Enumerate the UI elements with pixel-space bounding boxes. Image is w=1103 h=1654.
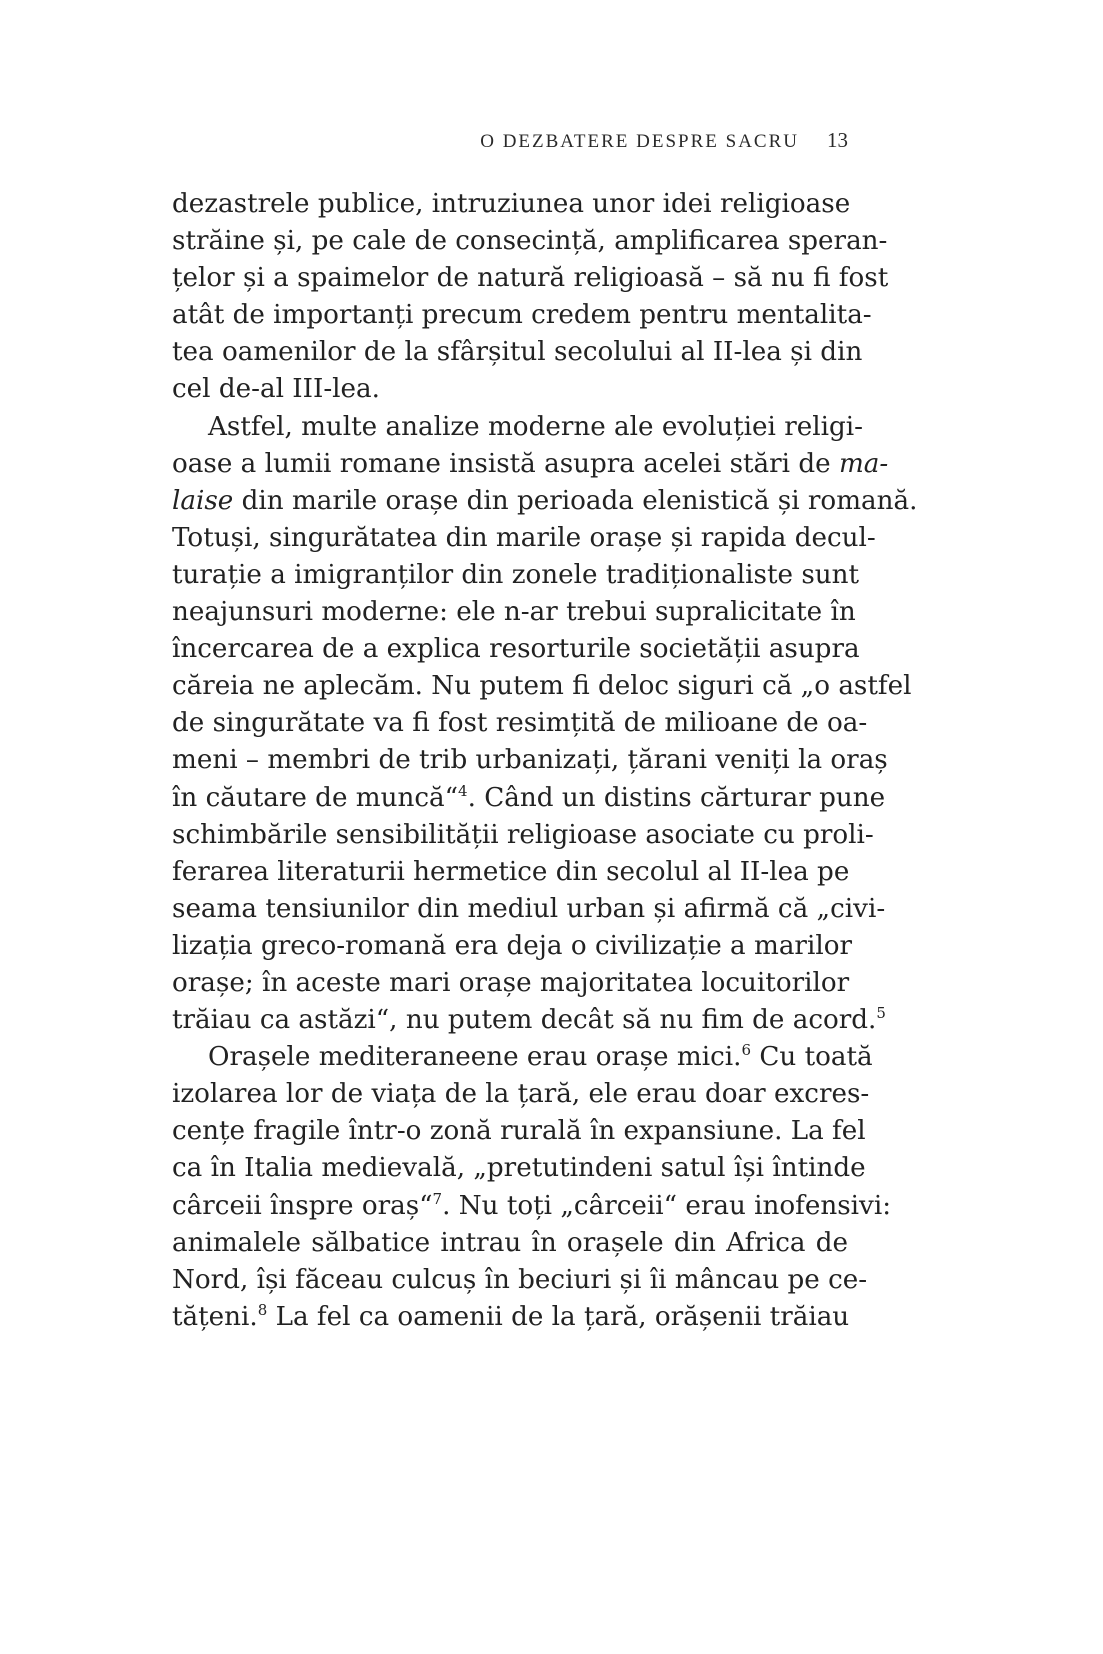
text-line: ferarea literaturii hermetice din secolul al II-lea pe	[172, 856, 850, 887]
text-segment: La fel ca oamenii de la țară, orășenii trăiau	[267, 1301, 850, 1332]
footnote-ref[interactable]: 8	[257, 1300, 268, 1319]
text-line: ca în Italia medievală, „pretutindeni satul își întinde	[172, 1153, 866, 1184]
text-line	[172, 446, 889, 483]
text-line	[172, 1299, 848, 1336]
text-line: străine și, pe cale de consecință, amplificarea speran-	[172, 226, 888, 257]
paragraph-end-line	[172, 1002, 886, 1039]
footnote-ref[interactable]: 7	[432, 1189, 443, 1208]
text-line: orașe; în aceste mari orașe majoritatea locuitorilor	[172, 967, 850, 998]
text-line: încercarea de a explica resorturile societății asupra	[172, 634, 860, 665]
text-segment: . Când un distins cărturar pune	[467, 782, 886, 813]
body-text	[172, 186, 918, 1336]
running-title: O DEZBATERE DESPRE SACRU	[480, 131, 799, 152]
text-line: neajunsuri moderne: ele n-ar trebui supralicitate în	[172, 597, 856, 628]
text-segment: oase a lumii romane insistă asupra acelei stări de	[172, 448, 839, 479]
text-segment: trăiau ca astăzi“, nu putem decât să nu fim de acord.	[172, 1005, 877, 1036]
text-line: atât de importanți precum credem pentru mentalita-	[172, 300, 872, 331]
text-line: schimbările sensibilității religioase asociate cu proli-	[172, 819, 874, 850]
text-line: animalele sălbatice intrau în orașele din Africa de	[172, 1227, 848, 1258]
footnote-ref[interactable]: 4	[458, 781, 468, 800]
text-segment: din marile orașe din perioada elenistică și romană.	[233, 485, 918, 516]
text-segment: în căutare de muncă“	[172, 782, 459, 813]
italic-term: ma-	[838, 448, 889, 479]
text-line: meni – membri de trib urbanizați, țărani veniți la oraș	[172, 745, 888, 776]
text-line: țelor și a spaimelor de natură religioasă – să nu fi fost	[172, 263, 889, 294]
paragraph-start-line	[172, 1039, 873, 1076]
running-header	[172, 128, 848, 158]
text-line: Nord, își făceau culcuș în beciuri și îi mâncau pe ce-	[172, 1264, 868, 1295]
text-segment: tățeni.	[172, 1301, 258, 1332]
text-line: de singurătate va fi fost resimțită de milioane de oa-	[172, 708, 868, 739]
text-line: seama tensiunilor din mediul urban și afirmă că „civi-	[172, 893, 886, 924]
text-segment: . Nu toți „cârceii“ erau inofensivi:	[442, 1190, 892, 1221]
text-line	[172, 1188, 892, 1225]
italic-term: laise	[172, 485, 234, 516]
text-line: lizația greco-romană era deja o civilizație a marilor	[172, 930, 852, 961]
text-line: Totuși, singurătatea din marile orașe și rapida decul-	[172, 522, 876, 553]
page-number: 13	[827, 128, 848, 152]
text-segment: Orașele mediteraneene erau orașe mici.	[208, 1042, 742, 1073]
footnote-ref[interactable]: 6	[741, 1041, 752, 1060]
paragraph-start-line: Astfel, multe analize moderne ale evoluției religi-	[208, 411, 863, 442]
text-line: dezastrele publice, intruziunea unor idei religioase	[172, 189, 851, 219]
paragraph-end-line: cel de-al III-lea.	[172, 374, 380, 405]
text-segment: Cu toată	[751, 1042, 873, 1073]
footnote-ref[interactable]: 5	[876, 1004, 886, 1023]
text-line	[172, 483, 918, 520]
text-segment: cârceii înspre oraș“	[172, 1190, 433, 1221]
text-line: tea oamenilor de la sfârșitul secolului al II-lea și din	[172, 337, 863, 368]
text-line: căreia ne aplecăm. Nu putem fi deloc siguri că „o astfel	[172, 671, 912, 702]
text-line: cențe fragile într-o zonă rurală în expansiune. La fel	[172, 1116, 866, 1147]
text-line: izolarea lor de viața de la țară, ele erau doar excres-	[172, 1079, 870, 1110]
text-line: turație a imigranților din zonele tradiționaliste sunt	[172, 559, 860, 590]
text-line	[172, 780, 886, 817]
